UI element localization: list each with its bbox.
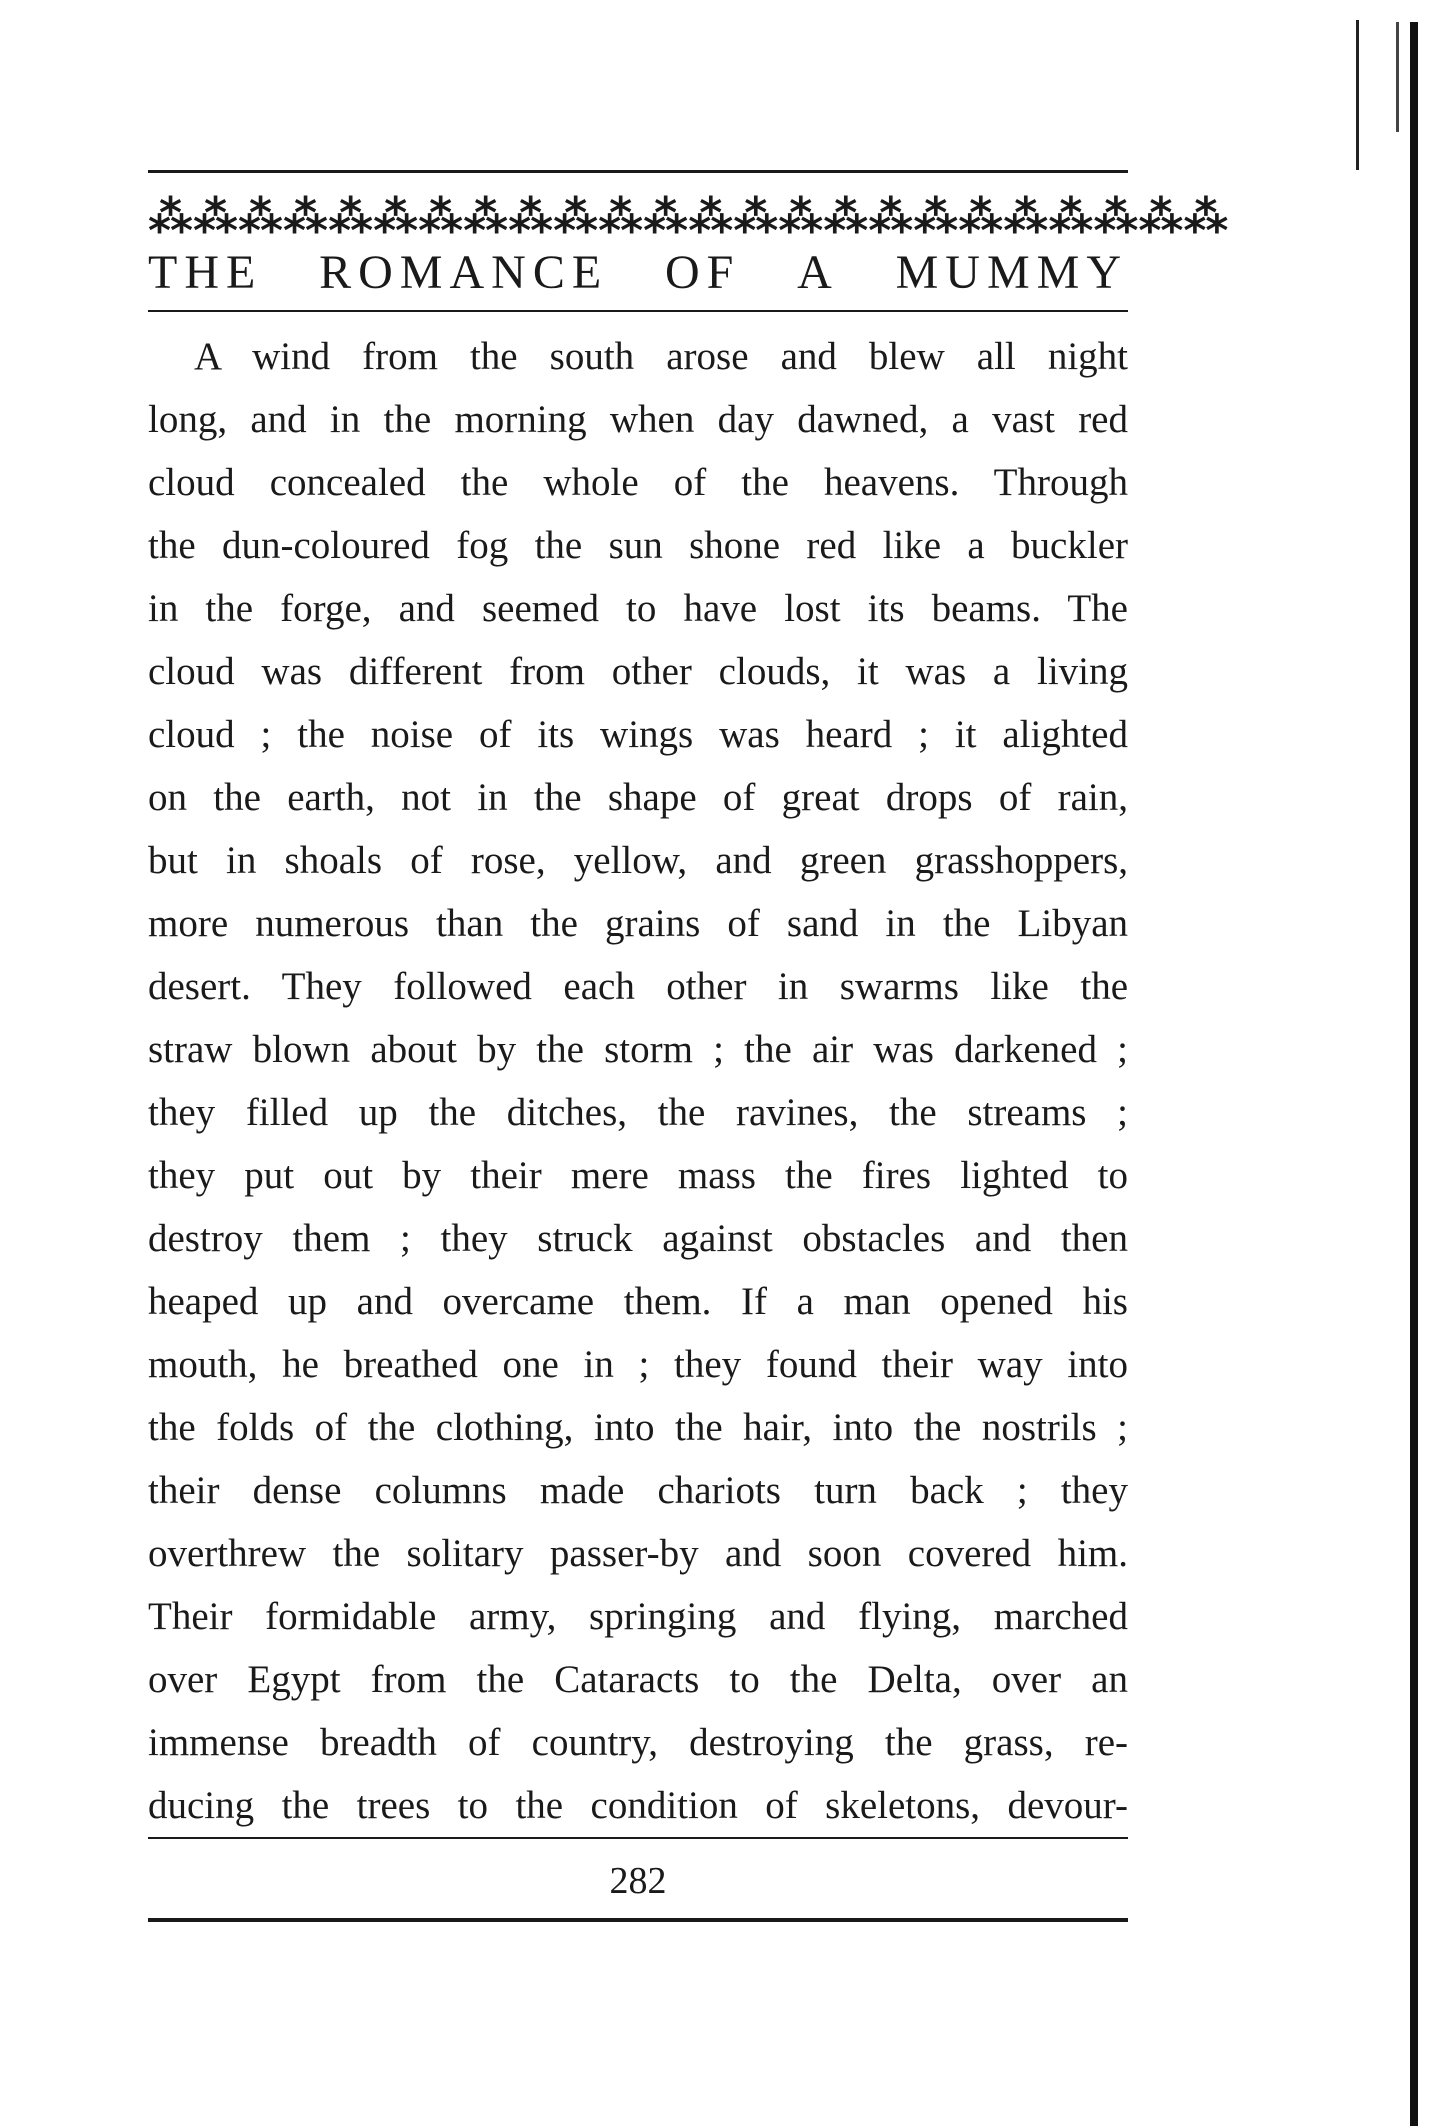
ornament-icon: ⁂ <box>463 192 509 243</box>
text-line: A wind from the south arose and blew all night <box>194 335 1128 378</box>
ornament-icon: ⁂ <box>778 192 824 243</box>
running-head-word: MUMMY <box>895 246 1128 299</box>
text-line: in the forge, and seemed to have lost its beams. The <box>148 587 1128 630</box>
ornament-icon: ⁂ <box>553 192 599 243</box>
text-line: Their formidable army, springing and flying, marched <box>148 1595 1128 1638</box>
ornament-icon: ⁂ <box>1003 192 1049 243</box>
page-edge-bar <box>1410 22 1418 2126</box>
ornament-icon: ⁂ <box>958 192 1004 243</box>
text-line: they put out by their mere mass the fires lighted to <box>148 1154 1128 1197</box>
ornament-icon: ⁂ <box>148 192 194 243</box>
text-line: over Egypt from the Cataracts to the Delta, over an <box>148 1658 1128 1701</box>
footer-rule-top <box>148 1837 1128 1839</box>
ornament-icon: ⁂ <box>1048 192 1094 243</box>
running-head <box>148 242 1128 304</box>
text-line: their dense columns made chariots turn back ; they <box>148 1469 1128 1512</box>
text-line: overthrew the solitary passer-by and soon covered him. <box>148 1532 1128 1575</box>
page-edge-mark <box>1396 22 1399 132</box>
text-line: but in shoals of rose, yellow, and green grasshoppers, <box>148 839 1128 882</box>
text-line: straw blown about by the storm ; the air was darkened ; <box>148 1028 1128 1071</box>
ornament-icon: ⁂ <box>598 192 644 243</box>
ornament-icon: ⁂ <box>823 192 869 243</box>
top-rule <box>148 170 1128 173</box>
ornament-icon: ⁂ <box>1138 192 1184 243</box>
running-head-word: ROMANCE <box>319 246 609 299</box>
footer-rule-bottom <box>148 1918 1128 1922</box>
text-line: more numerous than the grains of sand in the Libyan <box>148 902 1128 945</box>
running-head-word: THE <box>148 246 263 299</box>
text-line: cloud ; the noise of its wings was heard ; it alighted <box>148 713 1128 756</box>
ornament-icon: ⁂ <box>1183 192 1229 243</box>
text-line: ducing the trees to the condition of skeletons, devour- <box>148 1784 1128 1827</box>
ornament-icon: ⁂ <box>193 192 239 243</box>
text-line: mouth, he breathed one in ; they found their way into <box>148 1343 1128 1386</box>
text-line: on the earth, not in the shape of great drops of rain, <box>148 776 1128 819</box>
ornament-icon: ⁂ <box>373 192 419 243</box>
text-line: destroy them ; they struck against obstacles and then <box>148 1217 1128 1260</box>
ornament-icon: ⁂ <box>913 192 959 243</box>
ornament-row <box>148 190 1229 246</box>
page-number: 282 <box>609 1860 667 1902</box>
text-line: heaped up and overcame them. If a man opened his <box>148 1280 1128 1323</box>
ornament-icon: ⁂ <box>688 192 734 243</box>
text-line: cloud was different from other clouds, it was a living <box>148 650 1128 693</box>
ornament-icon: ⁂ <box>283 192 329 243</box>
ornament-icon: ⁂ <box>508 192 554 243</box>
ornament-icon: ⁂ <box>1093 192 1139 243</box>
text-line: immense breadth of country, destroying the grass, re- <box>148 1721 1128 1764</box>
ornament-icon: ⁂ <box>643 192 689 243</box>
running-head-word: OF <box>664 246 741 299</box>
text-line: desert. They followed each other in swarms like the <box>148 965 1128 1008</box>
ornament-icon: ⁂ <box>328 192 374 243</box>
text-line: cloud concealed the whole of the heavens. Through <box>148 461 1128 504</box>
ornament-icon: ⁂ <box>733 192 779 243</box>
page-edge-mark <box>1356 20 1359 170</box>
ornament-icon: ⁂ <box>238 192 284 243</box>
text-line: the folds of the clothing, into the hair, into the nostrils ; <box>148 1406 1128 1449</box>
ornament-icon: ⁂ <box>868 192 914 243</box>
text-line: they filled up the ditches, the ravines, the streams ; <box>148 1091 1128 1134</box>
text-line: long, and in the morning when day dawned, a vast red <box>148 398 1128 441</box>
title-rule <box>148 310 1128 312</box>
running-head-word: A <box>797 246 839 299</box>
body-text <box>148 325 1128 1837</box>
text-line: the dun-coloured fog the sun shone red like a buckler <box>148 524 1128 567</box>
ornament-icon: ⁂ <box>418 192 464 243</box>
